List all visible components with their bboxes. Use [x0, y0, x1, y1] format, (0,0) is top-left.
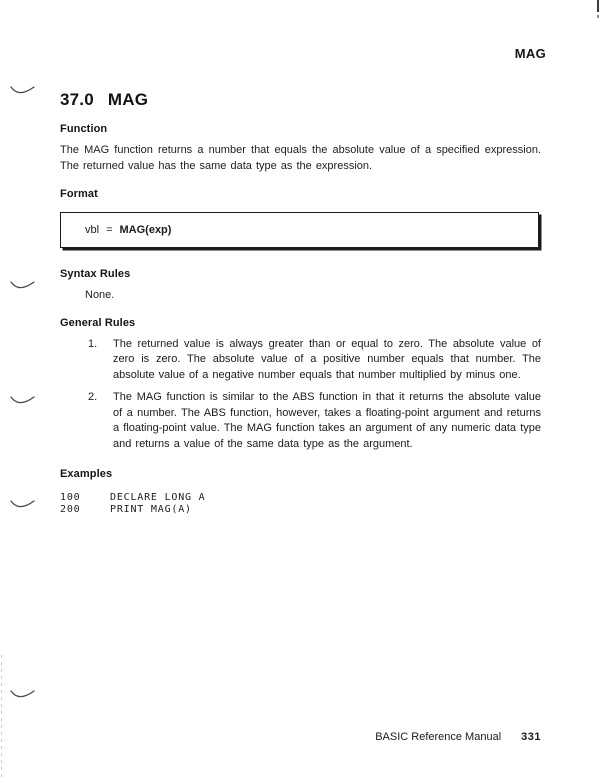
function-heading: Function: [60, 123, 108, 135]
binding-edge-dots: [1, 655, 2, 780]
corner-tick-mark: [597, 0, 599, 12]
margin-pen-mark: [10, 687, 36, 700]
margin-pen-mark: [10, 83, 36, 96]
code-statement: DECLARE LONG A: [110, 492, 206, 503]
section-title: MAG: [107, 90, 149, 109]
rule-text: The returned value is always greater than or equal to zero. The absolute value of zero is zero. The absolute value of a positive number equals that number. The absolute value of a negative number equals that number multiplied by minus one.: [113, 337, 541, 381]
margin-pen-mark: [10, 393, 36, 406]
format-operator: =: [106, 224, 113, 236]
example-code-block: [60, 492, 541, 515]
syntax-rules-body: None.: [85, 289, 115, 301]
rule-item-2: [86, 390, 541, 452]
code-statement: PRINT MAG(A): [110, 503, 192, 515]
format-heading: Format: [60, 188, 98, 200]
examples-heading: Examples: [60, 468, 113, 480]
margin-pen-mark: [10, 497, 36, 510]
format-expression: MAG(exp): [119, 224, 172, 236]
footer-page-number: 331: [521, 731, 541, 743]
rule-number: 1.: [88, 337, 98, 350]
rule-text: The MAG function is similar to the ABS function in that it returns the absolute value of a number. The ABS function, however, takes a floating-point argument and returns a floating-point value. The MAG function takes an argument of any numeric data type and returns a value of the same data type as the argument.: [113, 391, 541, 450]
code-line-number: 200: [60, 503, 81, 515]
running-header: MAG: [514, 46, 546, 61]
code-line-number: 100: [60, 492, 81, 503]
format-syntax-box: [60, 212, 539, 248]
general-rules-heading: General Rules: [60, 316, 136, 329]
rule-item-1: [86, 337, 541, 384]
section-number: 37.0: [60, 90, 94, 109]
footer-manual-title: BASIC Reference Manual: [375, 731, 502, 743]
function-description: The MAG function returns a number that equals the absolute value of a specified expression. The returned value has the same data type as the expression.: [60, 144, 541, 172]
code-line: [60, 492, 541, 504]
corner-dot-mark: [597, 15, 599, 18]
general-rules-list: [60, 337, 541, 453]
page-footer: [375, 731, 541, 743]
margin-pen-mark: [10, 278, 36, 291]
format-variable: vbl: [85, 224, 100, 236]
rule-number: 2.: [88, 391, 98, 403]
code-line: [60, 504, 541, 516]
chapter-heading: [60, 90, 541, 110]
syntax-rules-heading: Syntax Rules: [60, 268, 131, 280]
